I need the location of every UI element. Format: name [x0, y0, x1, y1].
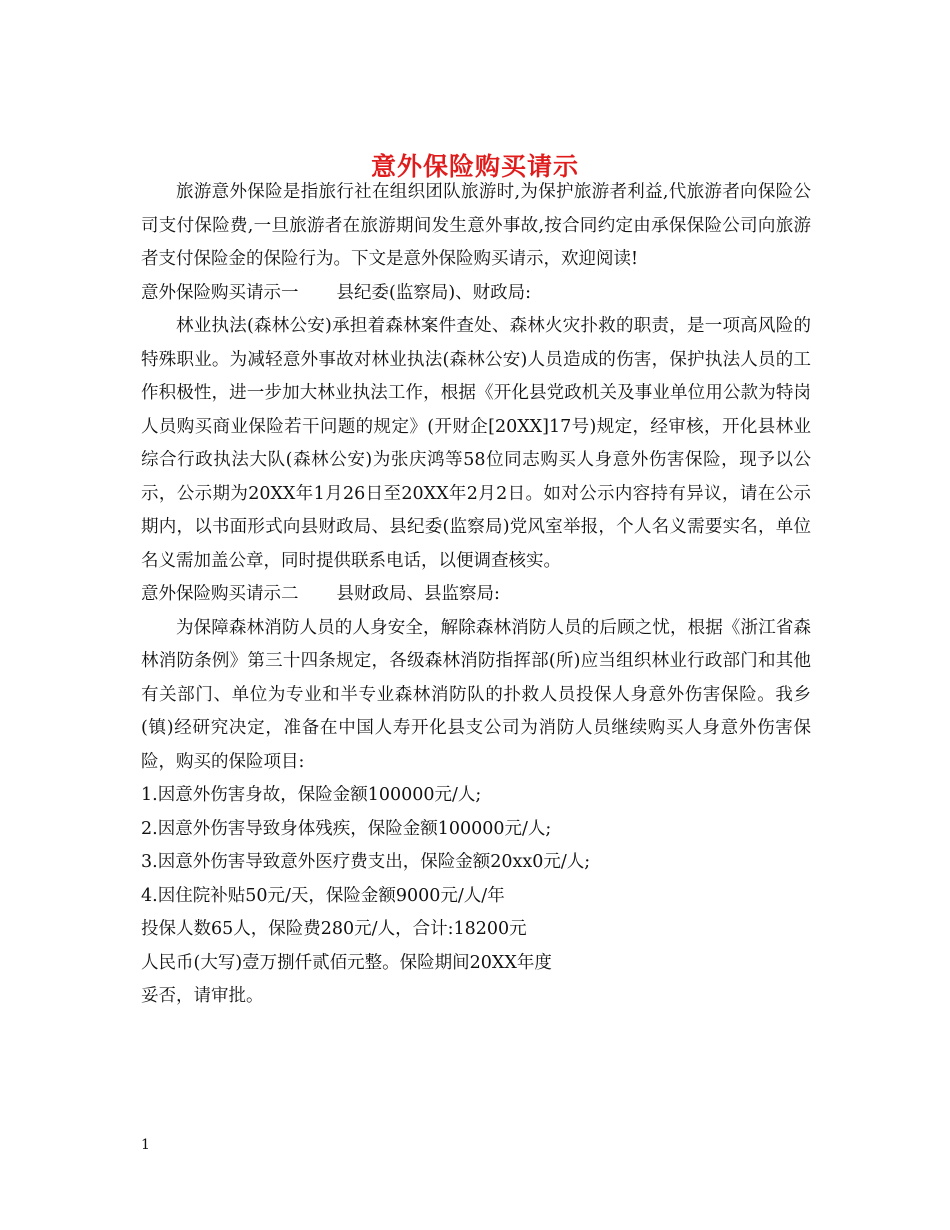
section1-addressee: 县纪委(监察局)、财政局: — [336, 282, 532, 303]
list-item: 3.因意外伤害导致意外医疗费支出，保险金额20xx0元/人; — [141, 852, 591, 872]
section2-heading-line — [141, 578, 811, 612]
list-item: 4.因住院补贴50元/天，保险金额9000元/人/年 — [141, 885, 505, 906]
closing-line: 妥否，请审批。 — [141, 986, 264, 1006]
section1-heading-line — [141, 277, 811, 311]
list-item: 投保人数65人，保险费280元/人，合计:18200元 — [141, 919, 527, 939]
section2-heading: 意外保险购买请示二 — [141, 584, 299, 604]
section2-addressee: 县财政局、县监察局: — [336, 584, 500, 604]
section2-paragraph: 为保障森林消防人员的人身安全，解除森林消防人员的后顾之忧，根据《浙江省森林消防条例》第三十四条规定，各级森林消防指挥部(所)应当组织林业行政部门和其他有关部门、单位为专业和半专业森林消防队的扑救人员投保人身意外伤害保险。我乡(镇)经研究决定，准备在中国人寿开化县支公司为消防人员继续购买人身意外伤害保险，购买的保险项目: — [141, 617, 811, 772]
document-title: 意外保险购买请示 — [370, 151, 579, 181]
section1-heading: 意外保险购买请示一 — [141, 282, 299, 303]
list-item: 1.因意外伤害身故，保险金额100000元/人; — [141, 785, 482, 805]
list-item: 2.因意外伤害导致身体残疾，保险金额100000元/人; — [141, 818, 552, 839]
intro-paragraph: 旅游意外保险是指旅行社在组织团队旅游时,为保护旅游者利益,代旅游者向保险公司支付保险费,一旦旅游者在旅游期间发生意外事故,按合同约定由承保保险公司向旅游者支付保险金的保险行为。下文是意外保险购买请示，欢迎阅读! — [141, 182, 811, 269]
page-number: 1 — [141, 1137, 150, 1153]
document-body — [141, 176, 811, 1014]
section1-paragraph: 林业执法(森林公安)承担着森林案件查处、森林火灾扑救的职责，是一项高风险的特殊职业。为减轻意外事故对林业执法(森林公安)人员造成的伤害，保护执法人员的工作积极性，进一步加大林业执法工作，根据《开化县党政机关及事业单位用公款为特岗人员购买商业保险若干问题的规定》(开财企[20XX]17号)规定，经审核，开化县林业综合行政执法大队(森林公安)为张庆鸿等58位同志购买人身意外伤害保险，现予以公示，公示期为20XX年1月26日至20XX年2月2日。如对公示内容持有异议，请在公示期内，以书面形式向县财政局、县纪委(监察局)党风室举报，个人名义需要实名，单位名义需加盖公章，同时提供联系电话，以便调查核实。 — [141, 316, 811, 571]
list-item: 人民币(大写)壹万捌仟贰佰元整。保险期间20XX年度 — [141, 952, 552, 973]
